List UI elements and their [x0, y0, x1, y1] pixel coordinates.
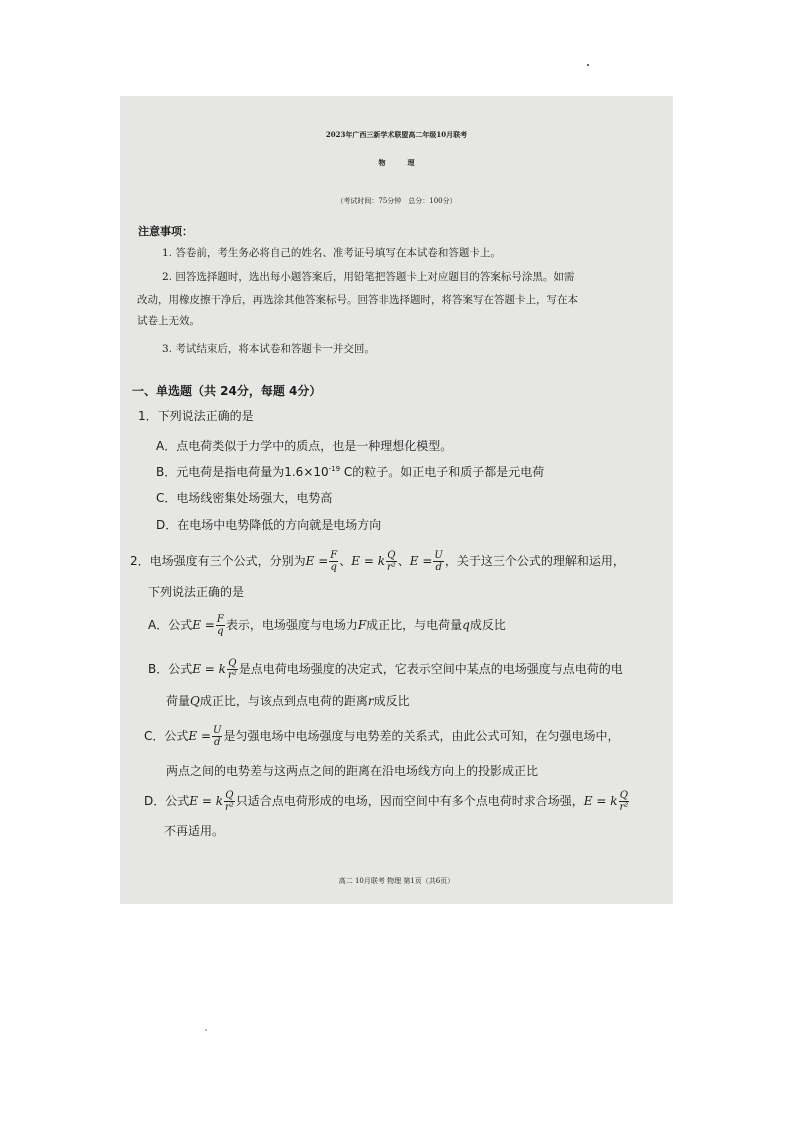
q2-option-c — [144, 719, 619, 753]
fraction-q-over-r2 — [227, 658, 238, 681]
fraction-u-over-d — [212, 725, 222, 748]
numerator: U — [213, 725, 222, 736]
q2-stem-text: 2．电场强度有三个公式，分别为 — [130, 554, 306, 568]
denominator: q — [330, 562, 337, 573]
denominator: r² — [227, 670, 237, 681]
scan-speck — [587, 64, 589, 66]
q2-a-text-end: 成反比 — [469, 618, 506, 632]
symbol-f: F — [357, 618, 367, 632]
fraction-u-over-d — [433, 550, 443, 573]
exam-subject: 物理 — [378, 158, 437, 167]
q2-a-label: A．公式 — [148, 618, 193, 632]
q2-b-label: B．公式 — [148, 662, 193, 676]
q2-option-b — [148, 652, 623, 686]
q1-b-exponent: -19 — [328, 465, 341, 473]
fraction-f-over-q — [329, 550, 338, 573]
separator: 、 — [397, 554, 410, 568]
q2-b-text: 是点电荷电场强度的决定式，它表示空间中某点的电场强度与点电荷的电 — [238, 662, 623, 676]
q1-option-d: D．在电场中电势降低的方向就是电场方向 — [156, 518, 382, 532]
q1-option-b — [156, 463, 544, 480]
formula-e-k: E = k — [192, 662, 226, 676]
numerator: Q — [225, 790, 234, 801]
q2-d-label: D．公式 — [144, 794, 190, 808]
q2-b-text-3: 成正比，与该点到点电荷的距离 — [199, 694, 368, 708]
q1-b-text-end: C的粒子。如正电子和质子都是元电荷 — [340, 465, 545, 479]
fraction-q-over-r2 — [224, 790, 235, 813]
q2-option-d — [144, 784, 630, 818]
fraction-q-over-r2 — [386, 550, 397, 573]
q2-stem — [130, 543, 625, 579]
note-2-line-1: 2. 回答选择题时，选出每小题答案后，用铅笔把答题卡上对应题目的答案标号涂黑。如需 — [162, 271, 575, 283]
q2-option-b-line-2 — [166, 692, 410, 709]
q2-option-c-line-2: 两点之间的电势差与这两点之间的距离在沿电场线方向上的投影成正比 — [166, 764, 539, 778]
note-1: 1. 答卷前，考生务必将自己的姓名、准考证号填写在本试卷和答题卡上。 — [162, 247, 501, 259]
formula-e-k: E = k — [583, 794, 618, 808]
numerator: U — [434, 550, 443, 561]
exam-time-info: （考试时间：75分钟 总分：100分） — [336, 197, 457, 205]
symbol-r: r — [367, 694, 374, 708]
q2-d-text: 只适合点电荷形成的电场，因而空间中有多个点电荷时求合场强， — [235, 794, 584, 808]
numerator: F — [216, 614, 224, 625]
denominator: q — [217, 626, 224, 637]
formula-e-k: E = k — [189, 794, 223, 808]
scan-speck — [205, 1029, 207, 1031]
denominator: r² — [619, 802, 629, 813]
q2-stem-line-2: 下列说法正确的是 — [148, 585, 245, 599]
numerator: Q — [387, 550, 396, 561]
formula-e: E = — [192, 618, 215, 632]
q2-option-a — [148, 608, 506, 642]
formula-e: E = — [409, 554, 433, 568]
formula-e: E = — [305, 554, 329, 568]
q1-option-c: C．电场线密集处场强大，电势高 — [156, 491, 333, 505]
denominator: d — [214, 737, 221, 748]
section-heading: 一、单选题（共 24分，每题 4分） — [132, 384, 322, 398]
separator: 、 — [339, 554, 352, 568]
formula-e-k: E = k — [351, 554, 385, 568]
q2-a-text-mid: 成正比，与电荷量 — [366, 618, 463, 632]
numerator: F — [330, 550, 338, 561]
q2-option-d-line-2: 不再适用。 — [164, 824, 225, 838]
note-3: 3. 考试结束后，将本试卷和答题卡一并交回。 — [162, 343, 375, 355]
q2-b-text-2: 荷量 — [166, 694, 191, 708]
numerator: Q — [228, 658, 237, 669]
note-2-line-3: 试卷上无效。 — [137, 315, 200, 327]
symbol-q-charge: Q — [190, 694, 200, 708]
symbol-q: q — [462, 618, 470, 632]
page-footer: 高二 10月联考 物理 第1页（共6页） — [338, 877, 455, 885]
numerator: Q — [619, 790, 628, 801]
note-2-line-2: 改动，用橡皮擦干净后，再选涂其他答案标号。回答非选择题时，将答案写在答题卡上，写在本 — [137, 294, 578, 306]
notes-heading: 注意事项： — [138, 225, 193, 238]
denominator: d — [435, 562, 442, 573]
q1-option-a: A．点电荷类似于力学中的质点，也是一种理想化模型。 — [156, 439, 453, 453]
denominator: r² — [386, 562, 396, 573]
q2-c-text: 是匀强电场中电场强度与电势差的关系式，由此公式可知，在匀强电场中， — [223, 729, 620, 743]
fraction-q-over-r2 — [619, 790, 630, 813]
exam-paper-photo — [120, 96, 673, 904]
exam-title: 2023年广西三新学术联盟高二年级10月联考 — [325, 130, 468, 139]
q1-stem: 1．下列说法正确的是 — [138, 409, 254, 423]
q2-a-text: 表示，电场强度与电场力 — [225, 618, 358, 632]
q1-b-text: B．元电荷是指电荷量为1.6×10 — [156, 465, 329, 479]
formula-e: E = — [188, 729, 212, 743]
denominator: r² — [224, 802, 234, 813]
q2-b-text-4: 成反比 — [373, 694, 410, 708]
fraction-f-over-q — [216, 614, 225, 637]
q2-stem-text-end: ，关于这三个公式的理解和运用， — [444, 554, 625, 568]
q2-c-label: C．公式 — [144, 729, 189, 743]
